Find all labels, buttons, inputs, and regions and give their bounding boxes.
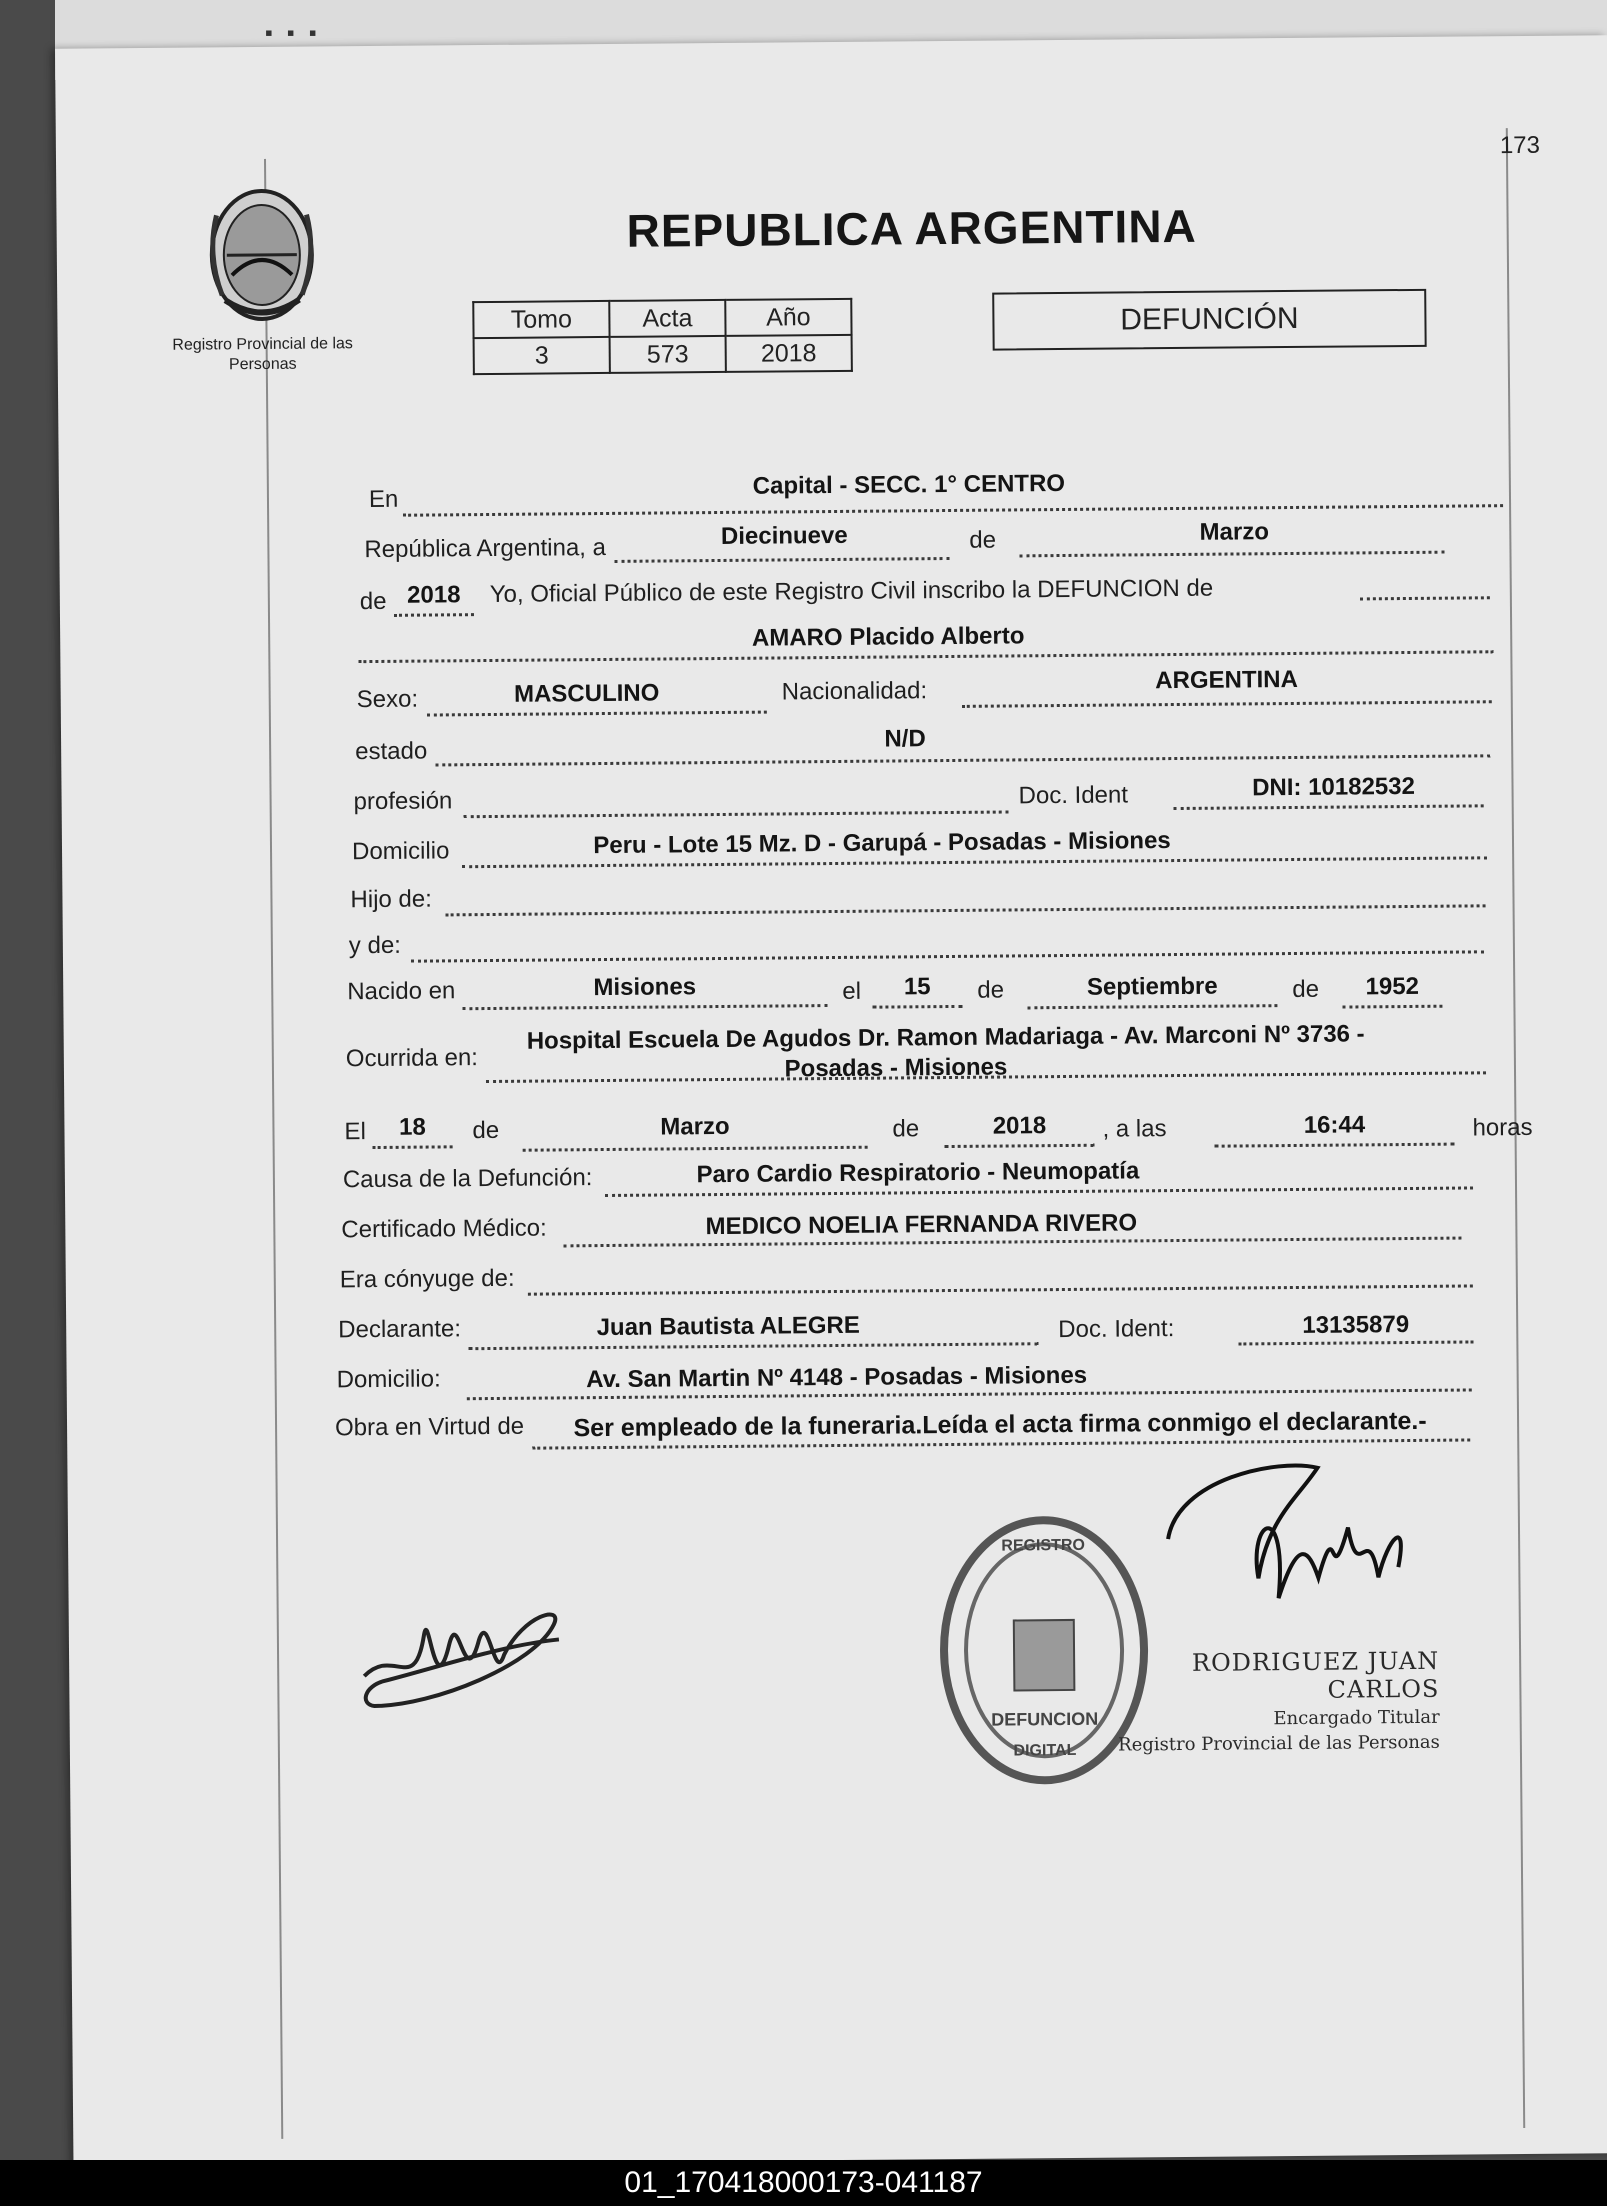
row-causa (343, 1148, 1493, 1203)
label-el: el (842, 977, 862, 1005)
registry-header-anio: Año (725, 299, 851, 336)
registry-header-row (473, 299, 851, 338)
value-ocurrida-linea2: Posadas - Misiones (784, 1053, 1008, 1083)
row-certificado (341, 1198, 1491, 1253)
label-doc-ident-2: Doc. Ident: (1058, 1315, 1175, 1344)
document-id-footer: 01_170418000173-041187 (0, 2160, 1607, 2206)
label-de-1: de (969, 526, 997, 554)
value-nac-dia: 15 (903, 973, 931, 1001)
label-declarante: Declarante: (338, 1315, 462, 1344)
value-nombre: AMARO Placido Alberto (751, 622, 1025, 652)
label-certificado: Certificado Médico: (341, 1214, 547, 1244)
value-nac-mes: Septiembre (1086, 972, 1218, 1001)
label-en: En (368, 485, 399, 514)
registry-value-anio: 2018 (726, 335, 852, 372)
row-nombre (358, 614, 1498, 664)
dots-declarante-doc (1238, 1340, 1473, 1345)
value-certificado: MEDICO NOELIA FERNANDA RIVERO (705, 1209, 1138, 1241)
row-domicilio-declarante (336, 1348, 1486, 1403)
registry-value-row (474, 335, 852, 374)
official-role: Encargado Titular (1273, 1706, 1440, 1730)
death-certificate-page (55, 35, 1607, 2166)
label-conyuge: Era cónyuge de: (339, 1264, 515, 1294)
svg-text:DIGITAL: DIGITAL (1013, 1741, 1077, 1760)
registry-value-acta: 573 (610, 336, 726, 373)
official-signature (1157, 1457, 1459, 1640)
dots-yo (1360, 596, 1490, 600)
row-fecha-defuncion (344, 1098, 1533, 1153)
value-estado: N/D (884, 725, 926, 753)
dots-nacido-en (462, 1004, 827, 1010)
dots-def-hora (1215, 1143, 1455, 1148)
dots-nac-anio (1342, 1005, 1442, 1009)
dots-estado (435, 754, 1490, 766)
label-nacionalidad: Nacionalidad: (781, 677, 928, 706)
value-def-dia: 18 (398, 1113, 426, 1141)
label-de-4: de (1292, 975, 1320, 1004)
value-nac-anio: 1952 (1365, 972, 1420, 1001)
dots-conyuge (528, 1284, 1473, 1295)
record-type-box: DEFUNCIÓN (992, 289, 1426, 351)
row-nacido (347, 960, 1487, 1010)
underlying-sheet-mark: ▪ ▪ ▪ (265, 20, 321, 45)
label-de-5: de (472, 1116, 500, 1145)
row-y-de (349, 914, 1489, 964)
value-def-hora: 16:44 (1303, 1111, 1366, 1139)
row-ocurrida (346, 1011, 1492, 1111)
row-profesion (353, 766, 1493, 816)
value-hijo-de (445, 872, 1485, 881)
value-dia: Diecinueve (720, 521, 848, 550)
dots-documento (1174, 804, 1484, 810)
svg-text:REGISTRO: REGISTRO (1001, 1536, 1085, 1555)
value-causa: Paro Cardio Respiratorio - Neumopatía (696, 1157, 1140, 1189)
row-fecha (364, 516, 1504, 566)
registry-value-tomo: 3 (474, 337, 610, 374)
row-hijo-de (350, 868, 1490, 918)
row-sexo (356, 664, 1496, 714)
dots-nombre (358, 650, 1493, 663)
dots-sexo (427, 711, 767, 717)
registry-header-tomo: Tomo (473, 301, 609, 338)
row-domicilio (352, 818, 1492, 868)
value-profesion (463, 778, 1008, 783)
dots-lugar (403, 504, 1503, 517)
value-nacionalidad: ARGENTINA (1155, 665, 1299, 695)
row-conyuge (340, 1248, 1490, 1303)
label-domicilio: Domicilio (351, 837, 450, 866)
dots-def-mes (523, 1146, 868, 1152)
label-domicilio-2: Domicilio: (336, 1365, 441, 1394)
label-a-las: , a las (1102, 1115, 1167, 1143)
value-nacido-en: Misiones (593, 973, 697, 1002)
page-number: 173 (1499, 131, 1541, 160)
dots-nac-dia (872, 1005, 962, 1009)
value-declarante-doc: 13135879 (1302, 1311, 1410, 1339)
label-de-3: de (977, 976, 1005, 1004)
dots-def-dia (373, 1145, 453, 1149)
svg-text:DEFUNCION: DEFUNCION (991, 1708, 1099, 1730)
registry-header-acta: Acta (609, 300, 725, 337)
official-name: RODRIGUEZ JUAN CARLOS (1191, 1646, 1440, 1704)
row-anio (360, 564, 1500, 614)
row-lugar (369, 466, 1509, 516)
label-el-cap: El (344, 1118, 366, 1146)
label-hijo-de: Hijo de: (350, 885, 432, 914)
dots-declarante (468, 1342, 1038, 1350)
label-de-6: de (892, 1115, 920, 1143)
value-ocurrida-linea1: Hospital Escuela De Agudos Dr. Ramon Madariaga - Av. Marconi Nº 3736 - (526, 1020, 1365, 1055)
official-block (1109, 1647, 1440, 1756)
value-def-mes: Marzo (660, 1112, 730, 1141)
declarant-signature (353, 1584, 574, 1726)
dots-def-anio (945, 1144, 1095, 1148)
row-obra (335, 1400, 1485, 1455)
dots-nacionalidad (962, 700, 1492, 708)
label-ocurrida-en: Ocurrida en: (345, 1044, 479, 1073)
label-sexo: Sexo: (356, 685, 419, 714)
value-obra: Ser empleado de la funeraria.Leída el acta firma conmigo el declarante.- (573, 1406, 1427, 1443)
label-doc-ident: Doc. Ident (1018, 781, 1129, 810)
value-def-anio: 2018 (992, 1112, 1047, 1140)
value-domicilio: Peru - Lote 15 Mz. D - Garupá - Posadas - Misiones (593, 827, 1171, 860)
document-title: REPUBLICA ARGENTINA (626, 199, 1198, 257)
value-declarante: Juan Bautista ALEGRE (596, 1311, 860, 1342)
value-anio: 2018 (406, 581, 461, 609)
value-sexo: MASCULINO (513, 679, 660, 708)
dots-anio (394, 613, 474, 617)
label-de-2: de (359, 587, 387, 616)
agency-name: Registro Provincial de las Personas (172, 335, 353, 374)
dots-hijo-de (446, 904, 1486, 916)
label-estado: estado (355, 737, 428, 766)
dots-profesion (464, 810, 1009, 818)
value-documento: DNI: 10182532 (1252, 772, 1416, 802)
value-domicilio-declarante: Av. San Martin Nº 4148 - Posadas - Misiones (586, 1361, 1088, 1394)
value-y-de (411, 918, 1484, 927)
row-declarante (338, 1298, 1488, 1353)
official-office: Registro Provincial de las Personas (1117, 1731, 1440, 1756)
dots-mes (1019, 551, 1444, 558)
label-profesion: profesión (353, 787, 453, 816)
dots-nac-mes (1027, 1004, 1277, 1009)
row-estado (355, 716, 1495, 766)
label-causa: Causa de la Defunción: (342, 1164, 593, 1194)
value-mes: Marzo (1199, 518, 1270, 546)
label-nacido-en: Nacido en (347, 977, 456, 1006)
value-lugar: Capital - SECC. 1° CENTRO (752, 469, 1066, 500)
label-yo: Yo, Oficial Público de este Registro Civil inscribo la DEFUNCION de (489, 574, 1214, 608)
left-margin-line (264, 159, 283, 2139)
label-y-de: y de: (348, 931, 402, 960)
label-obra: Obra en Virtud de (334, 1412, 525, 1442)
label-republica: República Argentina, a (364, 533, 607, 564)
dots-dia (615, 557, 950, 563)
registry-table (472, 298, 853, 375)
value-conyuge (528, 1252, 1473, 1260)
label-horas: horas (1472, 1113, 1533, 1142)
